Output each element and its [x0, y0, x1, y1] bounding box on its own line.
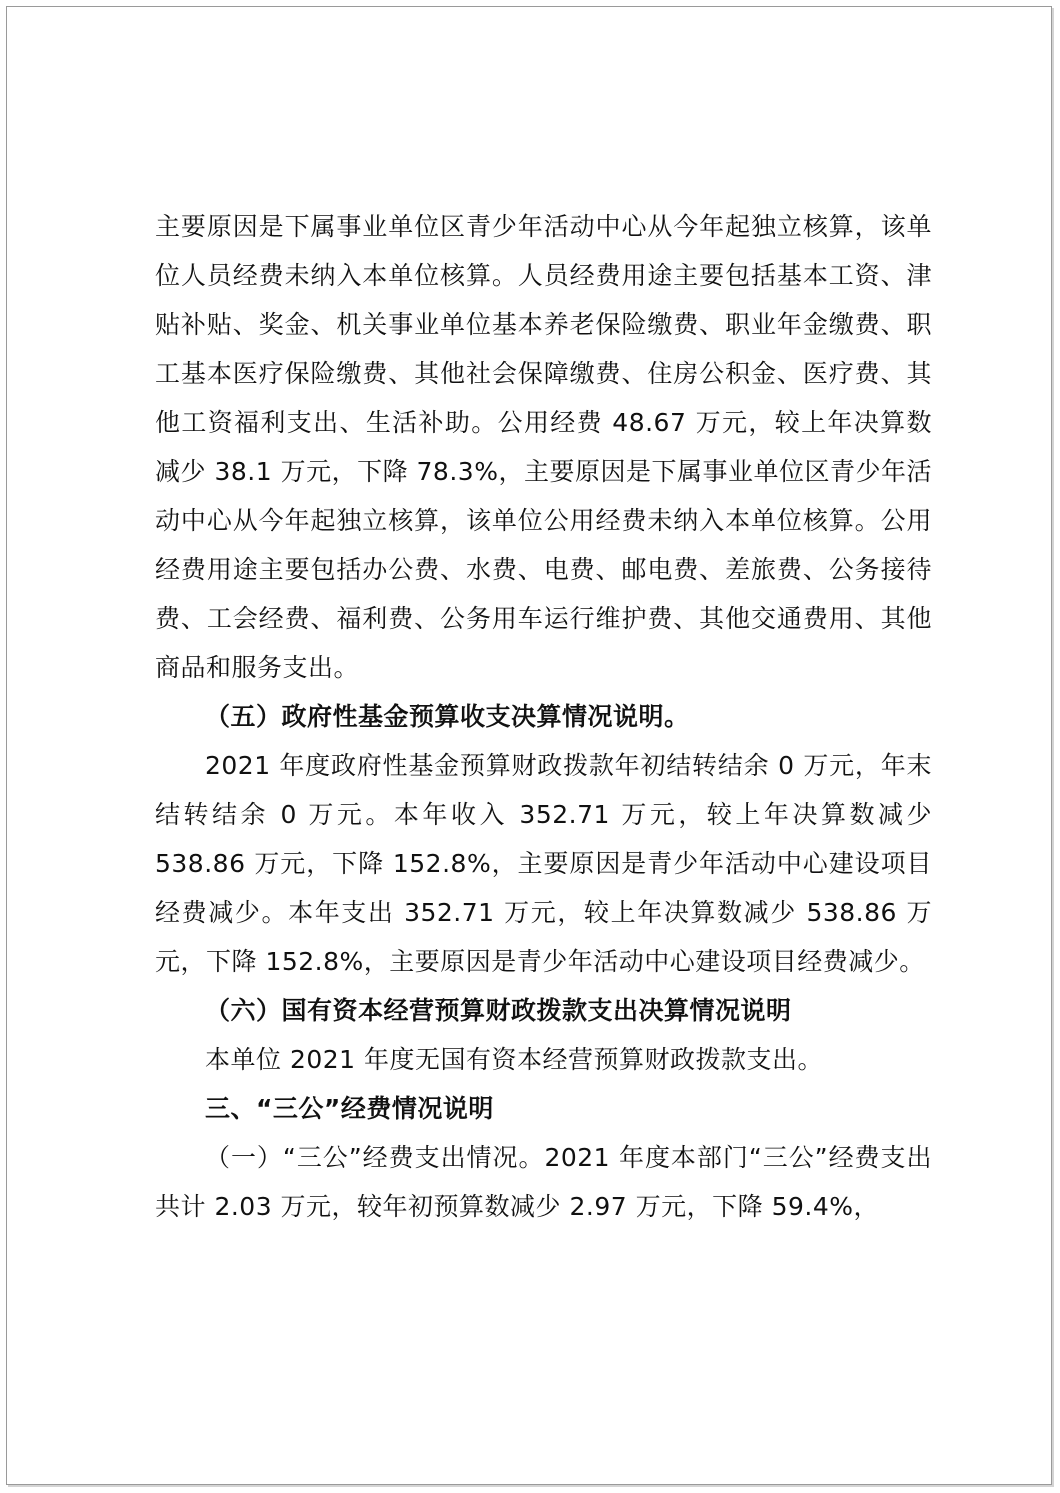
document-body	[155, 202, 932, 1231]
paragraph-state-capital-budget: 本单位 2021 年度无国有资本经营预算财政拨款支出。	[205, 1045, 824, 1074]
paragraph-three-public-expenses: （一）“三公”经费支出情况。2021 年度本部门“三公”经费支出共计 2.03 万元，较年初预算数减少 2.97 万元，下降 59.4%，	[155, 1143, 932, 1221]
heading-three-public-expenses: 三、“三公”经费情况说明	[205, 1094, 494, 1123]
paragraph-government-fund-budget: 2021 年度政府性基金预算财政拨款年初结转结余 0 万元，年末结转结余 0 万元。本年收入 352.71 万元，较上年决算数减少 538.86 万元，下降 152.8%，主要原因是青少年活动中心建设项目经费减少。本年支出 352.71 万元，较上年决算数减少 538.86 万元，下降 152.8%，主要原因是青少年活动中心建设项目经费减少。	[155, 751, 932, 976]
heading-state-capital-budget: （六）国有资本经营预算财政拨款支出决算情况说明	[205, 996, 792, 1025]
paragraph-personnel-and-public-expenses: 主要原因是下属事业单位区青少年活动中心从今年起独立核算，该单位人员经费未纳入本单位核算。人员经费用途主要包括基本工资、津贴补贴、奖金、机关事业单位基本养老保险缴费、职业年金缴费、职工基本医疗保险缴费、其他社会保障缴费、住房公积金、医疗费、其他工资福利支出、生活补助。公用经费 48.67 万元，较上年决算数减少 38.1 万元，下降 78.3%，主要原因是下属事业单位区青少年活动中心从今年起独立核算，该单位公用经费未纳入本单位核算。公用经费用途主要包括办公费、水费、电费、邮电费、差旅费、公务接待费、工会经费、福利费、公务用车运行维护费、其他交通费用、其他商品和服务支出。	[155, 212, 932, 682]
document-page	[6, 6, 1052, 1485]
heading-government-fund-budget: （五）政府性基金预算收支决算情况说明。	[205, 702, 690, 731]
